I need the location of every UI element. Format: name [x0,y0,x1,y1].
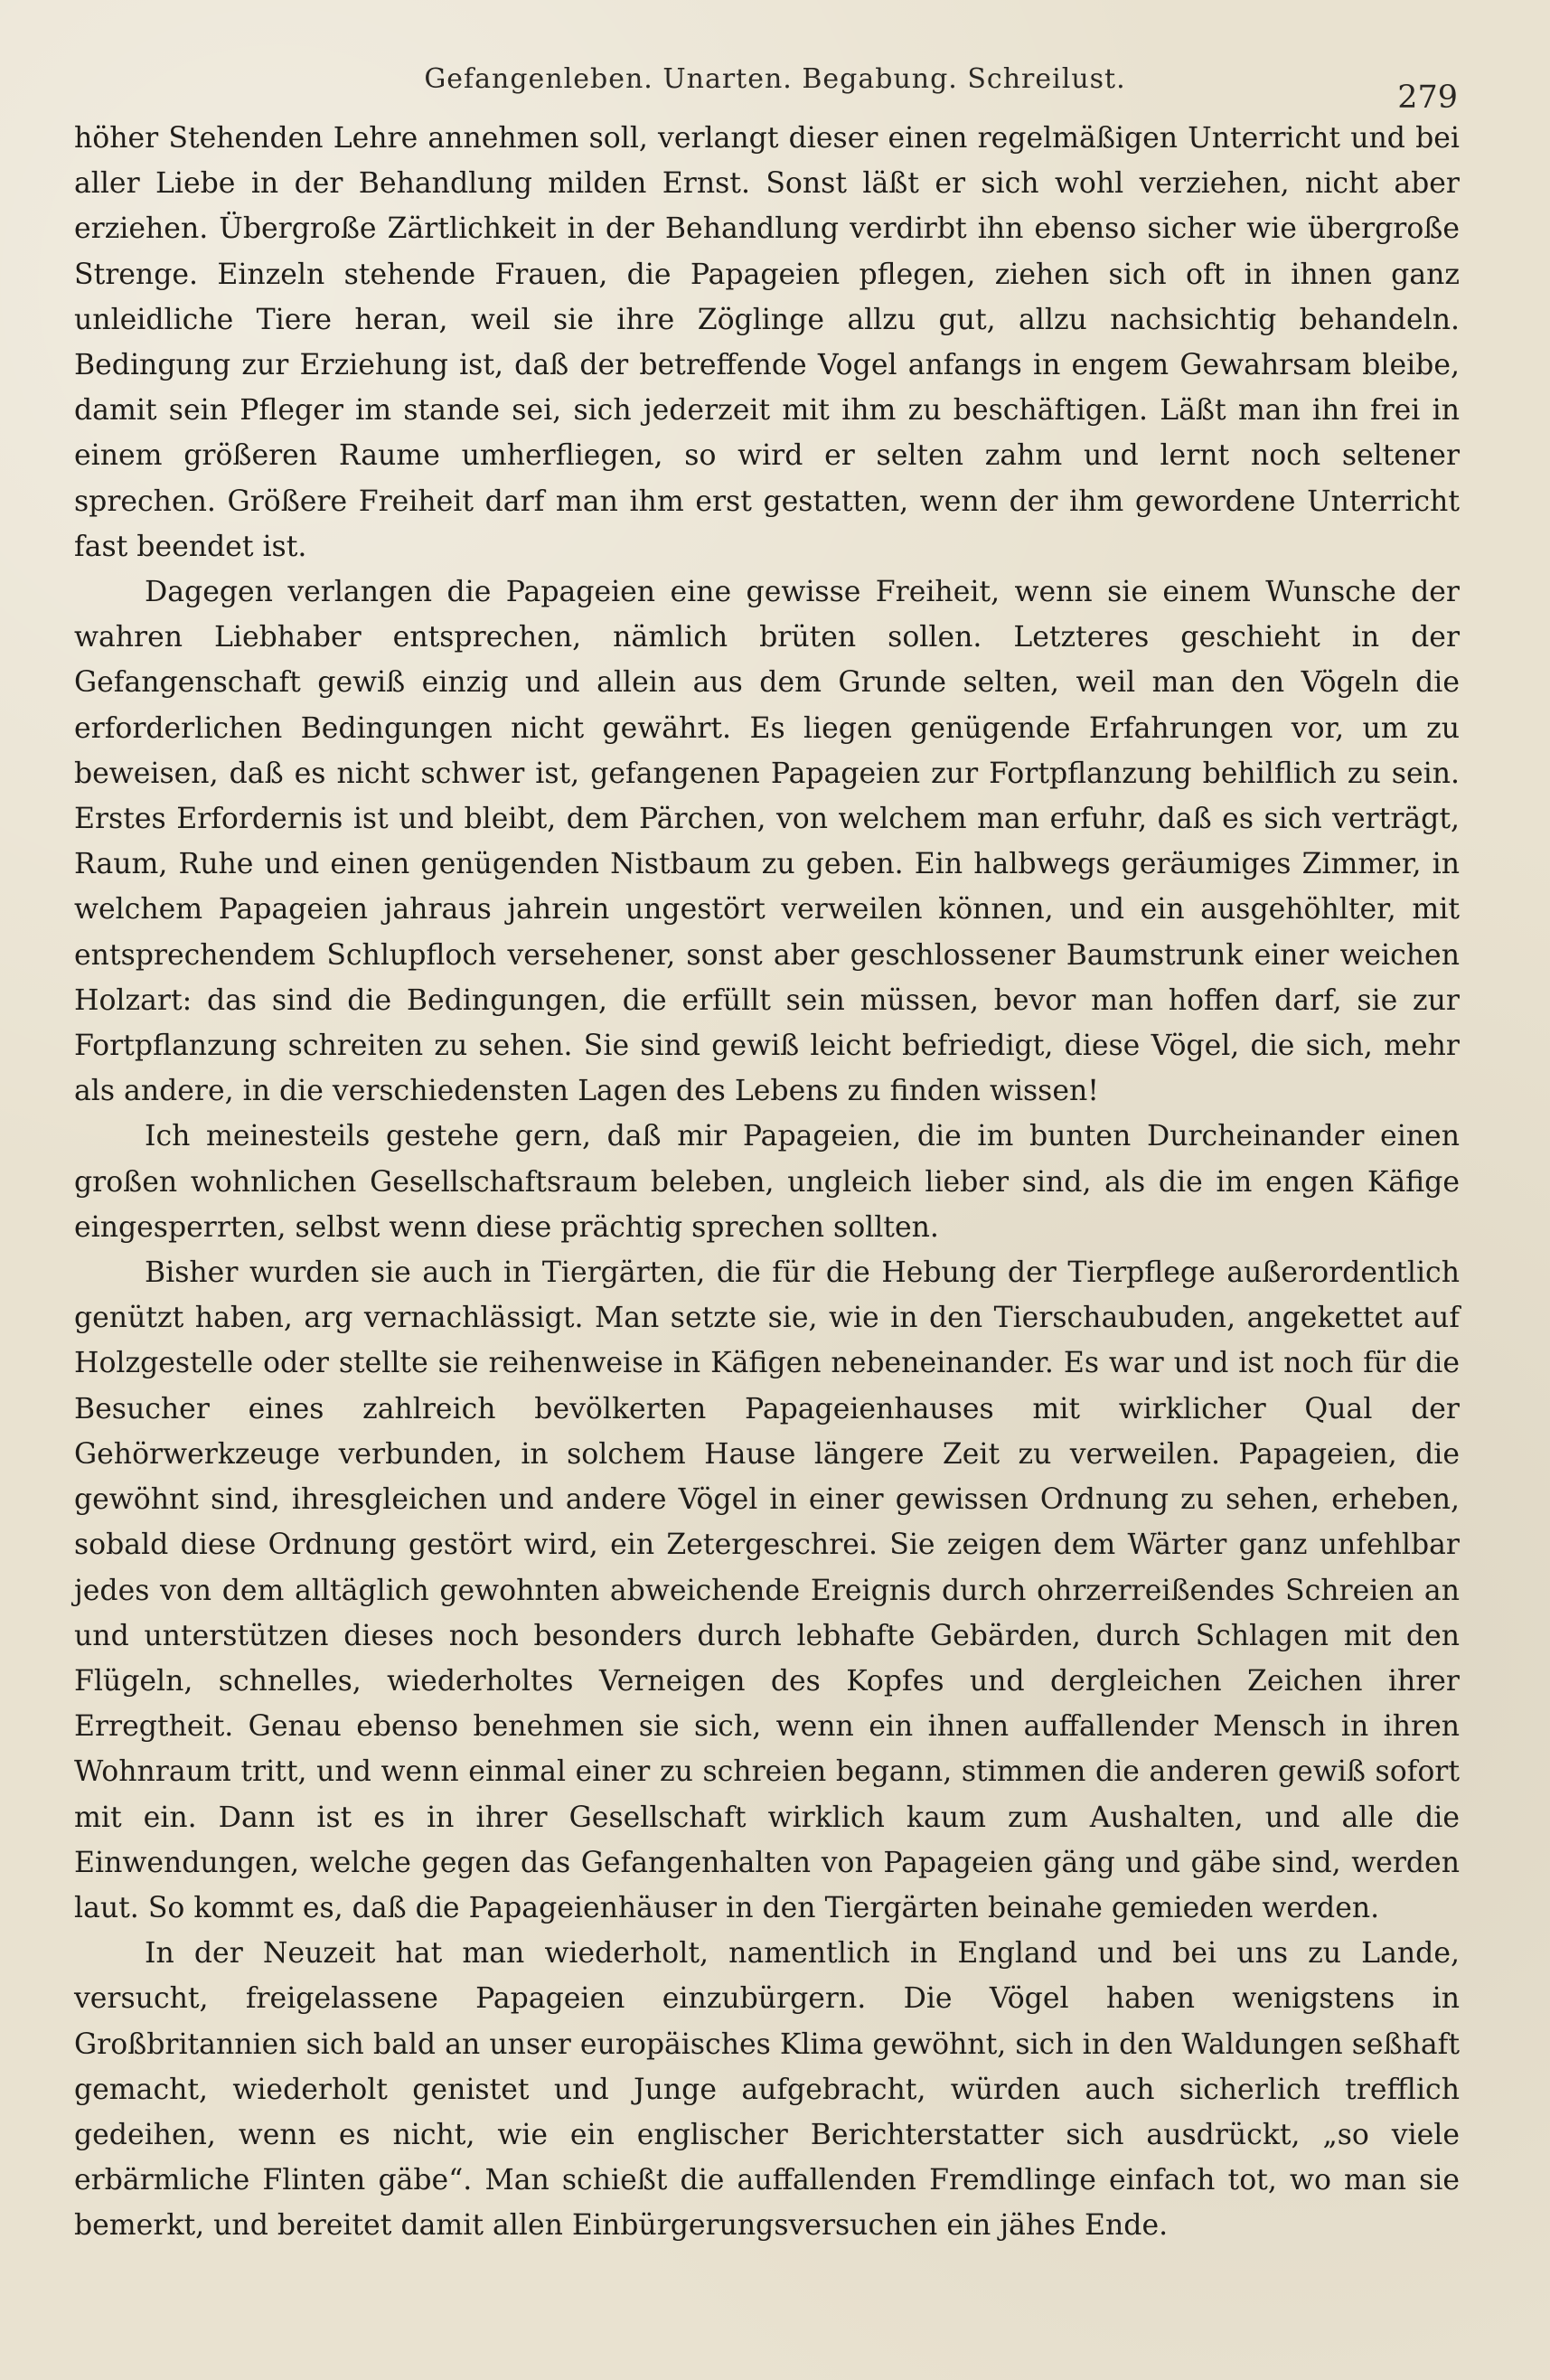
page-text [74,116,1460,2249]
paragraph-3: Ich meinesteils gestehe gern, daß mir Papageien, die im bunten Durcheinander einen großen wohnlichen Gesellschaftsraum beleben, ungleich lieber sind, als die im engen Käfige eingesperrten, selbst wenn diese prächtig sprechen sollten. [74,1120,1460,1244]
paragraph-4: Bisher wurden sie auch in Tiergärten, die für die Hebung der Tierpflege außerordentlich genützt haben, arg vernachlässigt. Man setzte sie, wie in den Tierschaubuden, angekettet auf Holzgestelle oder stellte sie reihenweise in Käfigen nebeneinander. Es war und ist noch für die Besucher eines zahlreich bevölkerten Papageienhauses mit wirklicher Qual der Gehörwerkzeuge verbunden, in solchem Hause längere Zeit zu verweilen. Papageien, die gewöhnt sind, ihresgleichen und andere Vögel in einer gewissen Ordnung zu sehen, erheben, sobald diese Ordnung gestört wird, ein Zetergeschrei. Sie zeigen dem Wärter ganz unfehlbar jedes von dem alltäglich gewohnten abweichende Ereignis durch ohrzerreißendes Schreien an und unterstützen dieses noch besonders durch lebhafte Gebärden, durch Schlagen mit den Flügeln, schnelles, wiederholtes Verneigen des Kopfes und dergleichen Zeichen ihrer Erregtheit. Genau ebenso benehmen sie sich, wenn ein ihnen auffallender Mensch in ihren Wohnraum tritt, und wenn einmal einer zu schreien begann, stimmen die anderen gewiß sofort mit ein. Dann ist es in ihrer Gesellschaft wirklich kaum zum Aushalten, und alle die Einwendungen, welche gegen das Gefangenhalten von Papageien gäng und gäbe sind, werden laut. So kommt es, daß die Papageienhäuser in den Tiergärten beinahe gemieden werden. [74,1256,1460,1924]
paragraph-1: höher Stehenden Lehre annehmen soll, verlangt dieser einen regelmäßigen Unterricht und bei aller Liebe in der Behandlung milden Ernst. Sonst läßt er sich wohl verziehen, nicht aber erziehen. Übergroße Zärtlichkeit in der Behandlung verdirbt ihn ebenso sicher wie übergroße Strenge. Einzeln stehende Frauen, die Papageien pflegen, ziehen sich oft in ihnen ganz unleidliche Tiere heran, weil sie ihre Zöglinge allzu gut, allzu nachsichtig behandeln. Bedingung zur Erziehung ist, daß der betreffende Vogel anfangs in engem Gewahrsam bleibe, damit sein Pfleger im stande sei, sich jederzeit mit ihm zu beschäftigen. Läßt man ihn frei in einem größeren Raume umherfliegen, so wird er selten zahm und lernt noch seltener sprechen. Größere Freiheit darf man ihm erst gestatten, wenn der ihm gewordene Unterricht fast beendet ist. [74,122,1460,563]
paragraph-2: Dagegen verlangen die Papageien eine gewisse Freiheit, wenn sie einem Wunsche der wahren Liebhaber entsprechen, nämlich brüten sollen. Letzteres geschieht in der Gefangenschaft gewiß einzig und allein aus dem Grunde selten, weil man den Vögeln die erforderlichen Bedingungen nicht gewährt. Es liegen genügende Erfahrungen vor, um zu beweisen, daß es nicht schwer ist, gefangenen Papageien zur Fortpflanzung behilflich zu sein. Erstes Erfordernis ist und bleibt, dem Pärchen, von welchem man erfuhr, daß es sich verträgt, Raum, Ruhe und einen genügenden Nistbaum zu geben. Ein halbwegs geräumiges Zimmer, in welchem Papageien jahraus jahrein ungestört verweilen können, und ein ausgehöhlter, mit entsprechendem Schlupfloch versehener, sonst aber geschlossener Baumstrunk einer weichen Holzart: das sind die Bedingungen, die erfüllt sein müssen, bevor man hoffen darf, sie zur Fortpflanzung schreiten zu sehen. Sie sind gewiß leicht befriedigt, diese Vögel, die sich, mehr als andere, in die verschiedensten Lagen des Lebens zu finden wissen! [74,576,1460,1108]
running-head: Gefangenleben. Unarten. Begabung. Schreilust. [424,63,1126,95]
page-number: 279 [1397,80,1458,116]
paragraph-5: In der Neuzeit hat man wiederholt, namentlich in England und bei uns zu Lande, versucht, freigelassene Papageien einzubürgern. Die Vögel haben wenigstens in Großbritannien sich bald an unser europäisches Klima gewöhnt, sich in den Waldungen seßhaft gemacht, wiederholt genistet und Junge aufgebracht, würden auch sicherlich trefflich gedeihen, wenn es nicht, wie ein englischer Berichterstatter sich ausdrückt, „so viele erbärmliche Flinten gäbe“. Man schießt die auffallenden Fremdlinge einfach tot, wo man sie bemerkt, und bereitet damit allen Einbürgerungsversuchen ein jähes Ende. [74,1937,1460,2243]
